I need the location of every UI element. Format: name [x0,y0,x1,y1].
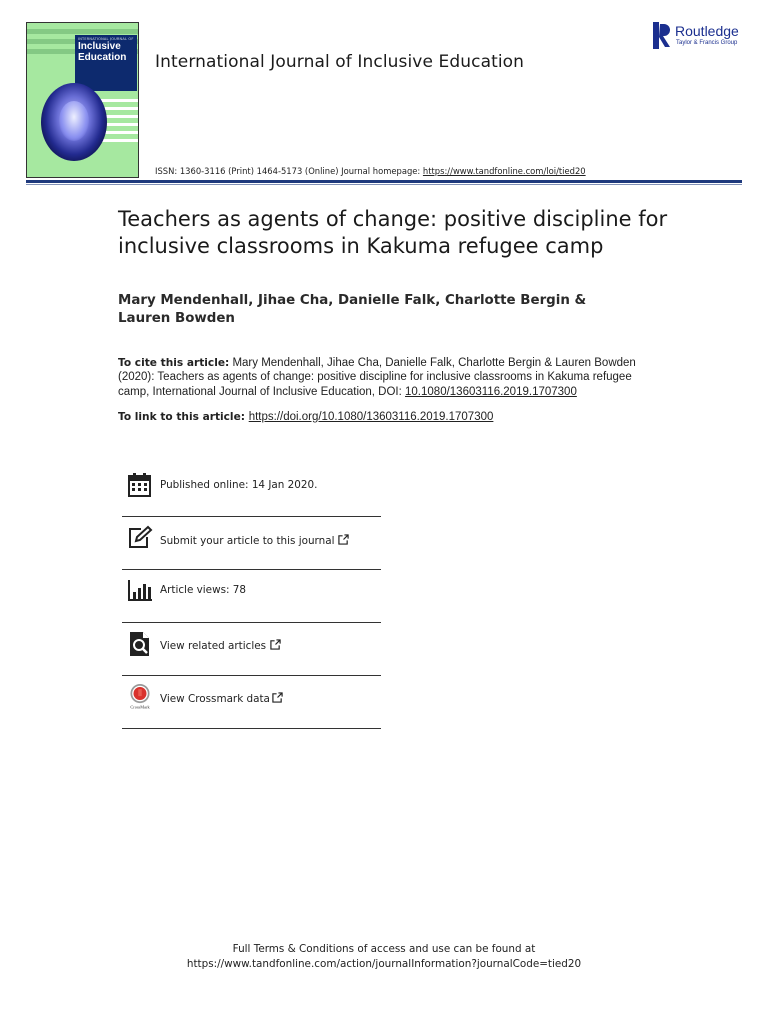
publisher-tagline: Taylor & Francis Group [676,40,738,46]
crossmark-icon-caption: CrossMark [130,704,150,710]
journal-homepage-link[interactable]: https://www.tandfonline.com/loi/tied20 [422,166,586,176]
publisher-name: Routledge [675,23,739,39]
header-rule-thin [26,184,742,185]
routledge-logo-icon [653,22,671,49]
submit-article-link[interactable] [160,534,349,547]
info-row-crossmark[interactable] [122,676,381,729]
submit-article-text: Submit your article to this journal [160,535,335,547]
bar-chart-icon [127,578,153,604]
info-row-submit[interactable] [122,517,381,570]
published-online-text: Published online: 14 Jan 2020. [160,479,318,491]
calendar-icon [127,472,153,498]
info-row-related[interactable] [122,623,381,676]
article-title: Teachers as agents of change: positive discipline for inclusive classrooms in Kakuma refugee camp [118,207,668,258]
citation-block [118,356,663,399]
publisher-logo [653,22,753,50]
external-link-icon [338,534,349,545]
issn-text: ISSN: 1360-3116 (Print) 1464-5173 (Online) Journal homepage: [155,166,423,176]
external-link-icon [272,692,283,703]
article-link-line [118,411,493,423]
article-views-text: Article views: 78 [160,584,247,596]
edit-icon [127,525,153,551]
external-link-icon [270,639,281,650]
article-authors: Mary Mendenhall, Jihae Cha, Danielle Falk, Charlotte Bergin & Lauren Bowden [118,293,587,326]
issn-line [155,166,586,176]
cover-title-line-1: Inclusive [78,41,121,52]
journal-cover-image [26,22,139,178]
header-rule [26,180,742,183]
related-articles-link[interactable] [160,639,281,652]
cover-small-caption: INTERNATIONAL JOURNAL OF [78,37,134,41]
citation-doi-link[interactable]: 10.1080/13603116.2019.1707300 [405,385,577,398]
article-info-list [122,464,381,729]
crossmark-link[interactable] [160,692,283,705]
article-doi-link[interactable]: https://doi.org/10.1080/13603116.2019.1707300 [248,411,494,423]
related-articles-text: View related articles [160,640,267,652]
crossmark-icon [127,684,153,710]
cover-title-box [75,35,137,91]
terms-footer [0,942,768,972]
terms-line-1: Full Terms & Conditions of access and use can be found at [232,943,536,955]
citation-text: Mary Mendenhall, Jihae Cha, Danielle Falk, Charlotte Bergin & Lauren Bowden (2020): Teachers as agents of change: positive discipline for inclusive classrooms in Kakuma refugee camp, International Journal of Inclusive Education, DOI: [118,357,636,398]
cover-title-line-2: Education [78,52,127,63]
info-row-views [122,570,381,623]
info-row-published [122,464,381,517]
article-link-label: To link to this article: [118,411,249,423]
crossmark-text: View Crossmark data [160,693,270,705]
journal-title[interactable]: International Journal of Inclusive Education [155,52,525,72]
citation-label: To cite this article: [118,357,230,369]
terms-link[interactable]: https://www.tandfonline.com/action/journalInformation?journalCode=tied20 [186,958,582,970]
search-document-icon [127,631,153,657]
